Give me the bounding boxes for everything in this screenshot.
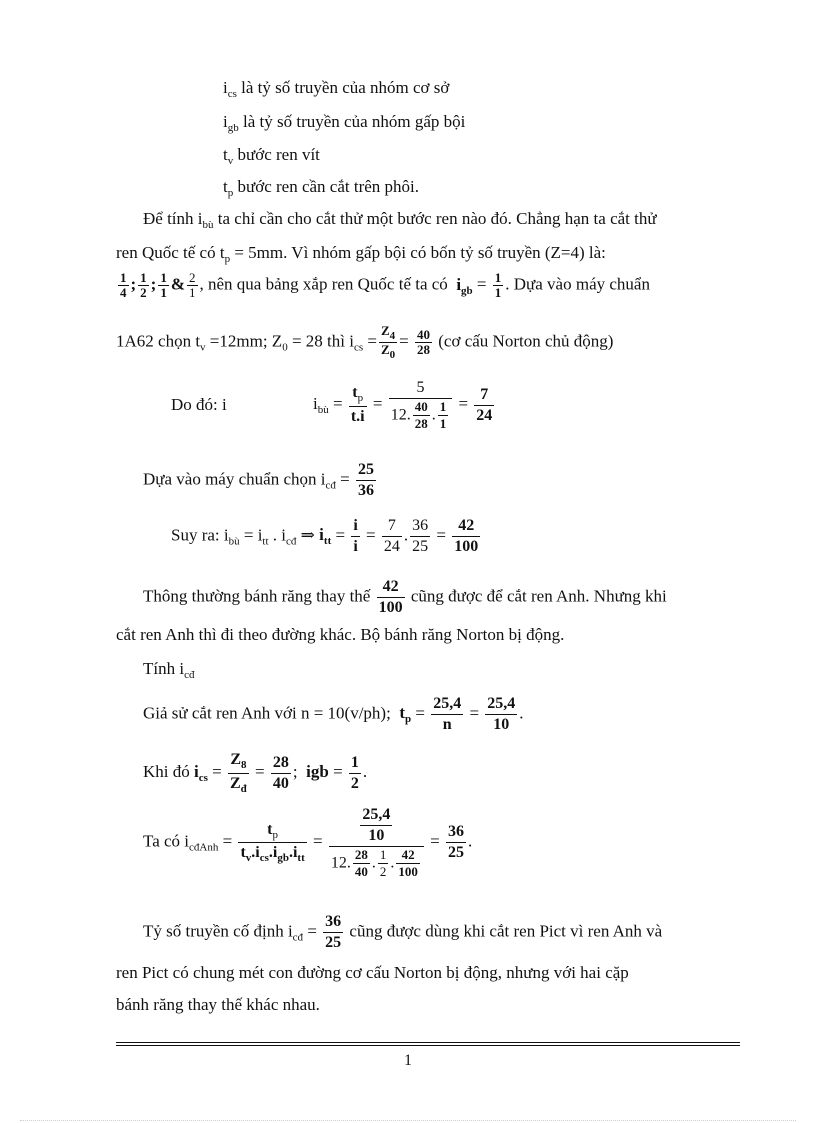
- def-ics: $i_{cs}$ là tỷ số truyền của nhóm cơ sở: [223, 78, 450, 100]
- fraction-tp-over-product: $\frac{t_p}{t.i}$: [350, 384, 365, 426]
- fraction-2-1: $\frac{2}{1}$: [189, 270, 196, 301]
- page-number: 1: [404, 1052, 412, 1069]
- do-do-label: Do đó: i: [171, 395, 227, 414]
- fraction-25-4-n: $\frac{25,4}{n}$: [433, 695, 462, 733]
- paragraph-3-line-3: bánh răng thay thế khác nhau.: [116, 995, 320, 1014]
- fraction-igb: $\frac{1}{1}$: [494, 270, 502, 301]
- khi-do-line: Khi đó $i_{cs}$ = $\frac{Z_8}{Z_đ}$ = $\frac{28}{40}$ ; igb = $\frac{1}{2}$ .: [143, 751, 368, 795]
- fraction-7-24: $\frac{7}{24}$: [476, 385, 493, 424]
- paragraph-3-line-1: Tỷ số truyền cố định $i_{cđ}$ = $\frac{36}{25}$ cũng được dùng khi cắt ren Pict vì ren Anh và: [143, 913, 663, 951]
- def-tv: $t_v$ bước ren vít: [223, 145, 320, 167]
- fraction-1-1: $\frac{1}{1}$: [160, 270, 167, 301]
- fraction-1-4: $\frac{1}{4}$: [120, 270, 127, 301]
- gia-su-line: Giả sử cắt ren Anh với n = 10(v/ph); $t_p$ = $\frac{25,4}{n}$ = $\frac{25,4}{10}$ .: [143, 695, 524, 733]
- fraction-1-2-b: $\frac{1}{2}$: [350, 753, 359, 792]
- fraction-25-4-10: $\frac{25,4}{10}$: [487, 695, 516, 733]
- fraction-5-over-12: 5 12. $\frac{40}{28}$ . $\frac{1}{1}$: [389, 378, 453, 433]
- fraction-42-100: $\frac{42}{100}$: [454, 517, 479, 555]
- def-igb: $i_{gb}$ là tỷ số truyền của nhóm gấp bội: [223, 112, 466, 134]
- fraction-tp-product-2: $\frac{t_p}{t_v.i_{cs}.i_{gb}.i_{tt}}$: [240, 820, 305, 865]
- page-edge-dotted: [20, 1120, 796, 1121]
- fraction-36-25-b: $\frac{36}{25}$: [447, 823, 464, 862]
- fraction-ibu-icd: $\frac{i}{i}$: [353, 517, 358, 555]
- paragraph-2-line-2: cắt ren Anh thì đi theo đường khác. Bộ bánh răng Norton bị động.: [116, 625, 565, 644]
- paragraph-1-line-4: 1A62 chọn $t_v =12mm$; $Z_0 = 28$ thì $i_{cs}$ = $\frac{Z_4}{Z_0}$ = $\frac{40}{28}$ (cơ cấu Norton chủ động): [116, 323, 614, 362]
- fraction-36-25: $\frac{36}{25}$: [412, 517, 429, 555]
- suy-ra-line: Suy ra: $i_{bù} = i_{tt}$ . $i_{cđ}$ ⇒ $i_{tt}$ = $\frac{i}{i}$ = $\frac{7}{24}$ . $\frac{36}{25}$ = $\frac{42}{100}$: [171, 517, 479, 555]
- paragraph-1-line-2: ren Quốc tế có $t_p = 5mm$. Vì nhóm gấp bội có bốn tỷ số truyền (Z=4) là:: [116, 243, 606, 265]
- tinh-icd: Tính $i_{cđ}$: [143, 659, 195, 681]
- fraction-z8-zd: $\frac{Z_8}{Z_đ}$: [230, 751, 247, 795]
- fraction-28-40: $\frac{28}{40}$: [272, 753, 289, 792]
- def-tp: $t_p$ bước ren cần cắt trên phôi.: [223, 177, 419, 199]
- paragraph-1-line-3: $\frac{1}{4}$ ; $\frac{1}{2}$ ; $\frac{1}{1}$ & $\frac{2}{1}$ , nên qua bảng xắp ren Quốc tế ta có $i_{gb}$ = $\frac{1}{1}$ . Dựa vào máy chuẩn: [120, 270, 650, 301]
- paragraph-2-line-1: Thông thường bánh răng thay thế $\frac{42}{100}$ cũng được để cắt ren Anh. Nhưng khi: [143, 578, 667, 616]
- fraction-36-25-c: $\frac{36}{25}$: [325, 913, 342, 951]
- fraction-big-compound: $\frac{25,4}{10}$ 12. $\frac{28}{40}$ . $\frac{1}{2}$ . $\frac{42}{100}$: [329, 805, 424, 881]
- paragraph-3-line-2: ren Pict có chung mét con đường cơ cấu Norton bị động, nhưng với hai cặp: [116, 963, 629, 982]
- fraction-1-2: $\frac{1}{2}$: [140, 270, 147, 301]
- fraction-z4-z0: $\frac{Z_4}{Z_0}$: [380, 323, 396, 362]
- fraction-7-24-b: $\frac{7}{24}$: [383, 517, 400, 555]
- ibu-formula: $i_{bù}$ = $\frac{t_p}{t.i}$ = 5 12. $\frac{40}{28}$ . $\frac{1}{1}$ = $\frac{7}{24}$: [313, 379, 493, 432]
- fraction-42-100-b: $\frac{42}{100}$: [378, 578, 403, 616]
- fraction-40-28: $\frac{40}{28}$: [417, 326, 430, 358]
- dua-vao-line: Dựa vào máy chuẩn chọn $i_{cđ}$ = $\frac{25}{36}$: [143, 461, 374, 499]
- paragraph-1-line-1: Để tính $i_{bù}$ ta chỉ cần cho cắt thử một bước ren nào đó. Chẳng hạn ta cắt thử: [143, 209, 657, 231]
- ta-co-line: Ta có $i_{cđAnh}$ = $\frac{t_p}{t_v.i_{cs}.i_{gb}.i_{tt}}$ = $\frac{25,4}{10}$ 12. $\frac{28}{40}$ . $\frac{1}{2}$ . $\frac{42}{100}$ = $\frac{36}{25}$ .: [143, 806, 473, 880]
- fraction-25-36: $\frac{25}{36}$: [357, 461, 374, 499]
- footer-rule-top: [116, 1042, 740, 1043]
- footer-rule-bottom: [116, 1045, 740, 1046]
